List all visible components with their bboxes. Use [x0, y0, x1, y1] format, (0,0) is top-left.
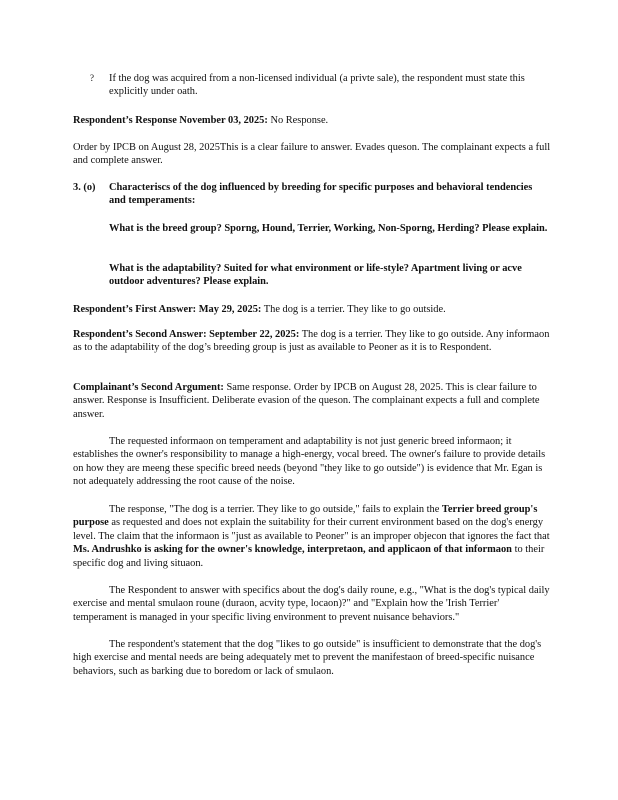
critique-text-3: to their specific dog and living situaon.	[73, 544, 545, 569]
respondent-second-label: Respondent’s Second Answer: September 22, 2025:	[73, 329, 300, 340]
complainant-second-argument	[73, 381, 553, 421]
insufficiency-paragraph: The respondent's statement that the dog "likes to go outside" is insufficient to demonstrate that the dog's high exercise and mental needs are being adequately met to prevent the manifestaon of breed-specific nuisance behaviors, such as barking due to boredom or lack of smulaon.	[73, 639, 542, 677]
question-number: 3. (o)	[73, 182, 96, 193]
bullet-item-text: If the dog was acquired from a non-licensed individual (a privte sale), the respondent must state this explicitly under oath.	[109, 73, 525, 98]
respondent-november-response	[73, 114, 553, 127]
respondent-first-answer	[73, 303, 553, 316]
bullet-marker: ?	[90, 73, 94, 83]
order-paragraph: Order by IPCB on August 28, 2025This is a clear failure to answer. Evades queson. The complainant expects a full and complete answer.	[73, 142, 551, 167]
respondent-november-text: No Response.	[270, 115, 329, 126]
question-heading: Characteriscs of the dog influenced by breeding for specific purposes and behavioral tendencies and temperaments:	[109, 182, 533, 207]
routine-request-paragraph: The Respondent to answer with specifics about the dog's daily roune, e.g., "What is the dog's typical daily exercise and mental smulaon roune (duraon, acvity type, locaon)?" and "Explain how the 'Irish Terrier' temperament is managed in your specific living environment to prevent nuisance behaviors."	[73, 585, 550, 623]
complainant-second-label: Complainant’s Second Argument:	[73, 382, 224, 393]
question-breed-group: What is the breed group? Sporng, Hound, Terrier, Working, Non-Sporng, Herding? Please explain.	[109, 223, 548, 234]
respondent-first-label: Respondent’s First Answer: May 29, 2025:	[73, 304, 262, 315]
complainant-second-text: Same response. Order by IPCB on August 28, 2025. This is clear failure to answer. Response is Insufficient. Deliberate evasion of the queson. The complainant expects a full and complete answer.	[73, 382, 540, 420]
critique-bold-2: Ms. Andrushko is asking for the owner's knowledge, interpretaon, and applicaon of that informaon	[73, 544, 512, 556]
response-critique-paragraph	[73, 503, 553, 570]
critique-text-2: as requested and does not explain the suitability for their current environment based on the dog's energy level. The claim that the informaon is "just as available to Peoner" is an improper objecon that ignores the fact that	[73, 517, 550, 542]
question-adaptability: What is the adaptability? Suited for what environment or life-style? Apartment living or acve outdoor adventures? Please explain.	[109, 263, 522, 288]
critique-bold-1: Terrier breed group's purpose	[73, 504, 538, 529]
temperament-paragraph: The requested informaon on temperament and adaptability is not just generic breed informaon; it establishes the owner's responsibility to manage a high-energy, vocal breed. The owner's failure to provide details on how they are meeng these specific breed needs (beyond "they like to go outside") is evidence that Mr. Egan is not adequately addressing the root cause of the noise.	[73, 436, 546, 488]
respondent-first-text: The dog is a terrier. They like to go outside.	[261, 304, 446, 315]
respondent-second-text: The dog is a terrier. They like to go outside. Any informaon as to the adaptability of the dog’s breeding group is just as available to Peoner as it is to Respondent.	[73, 329, 550, 354]
respondent-november-label: Respondent’s Response November 03, 2025:	[73, 115, 268, 126]
respondent-second-answer	[73, 328, 553, 355]
critique-text-1: The response, "The dog is a terrier. They like to go outside," fails to explain the	[109, 504, 442, 515]
